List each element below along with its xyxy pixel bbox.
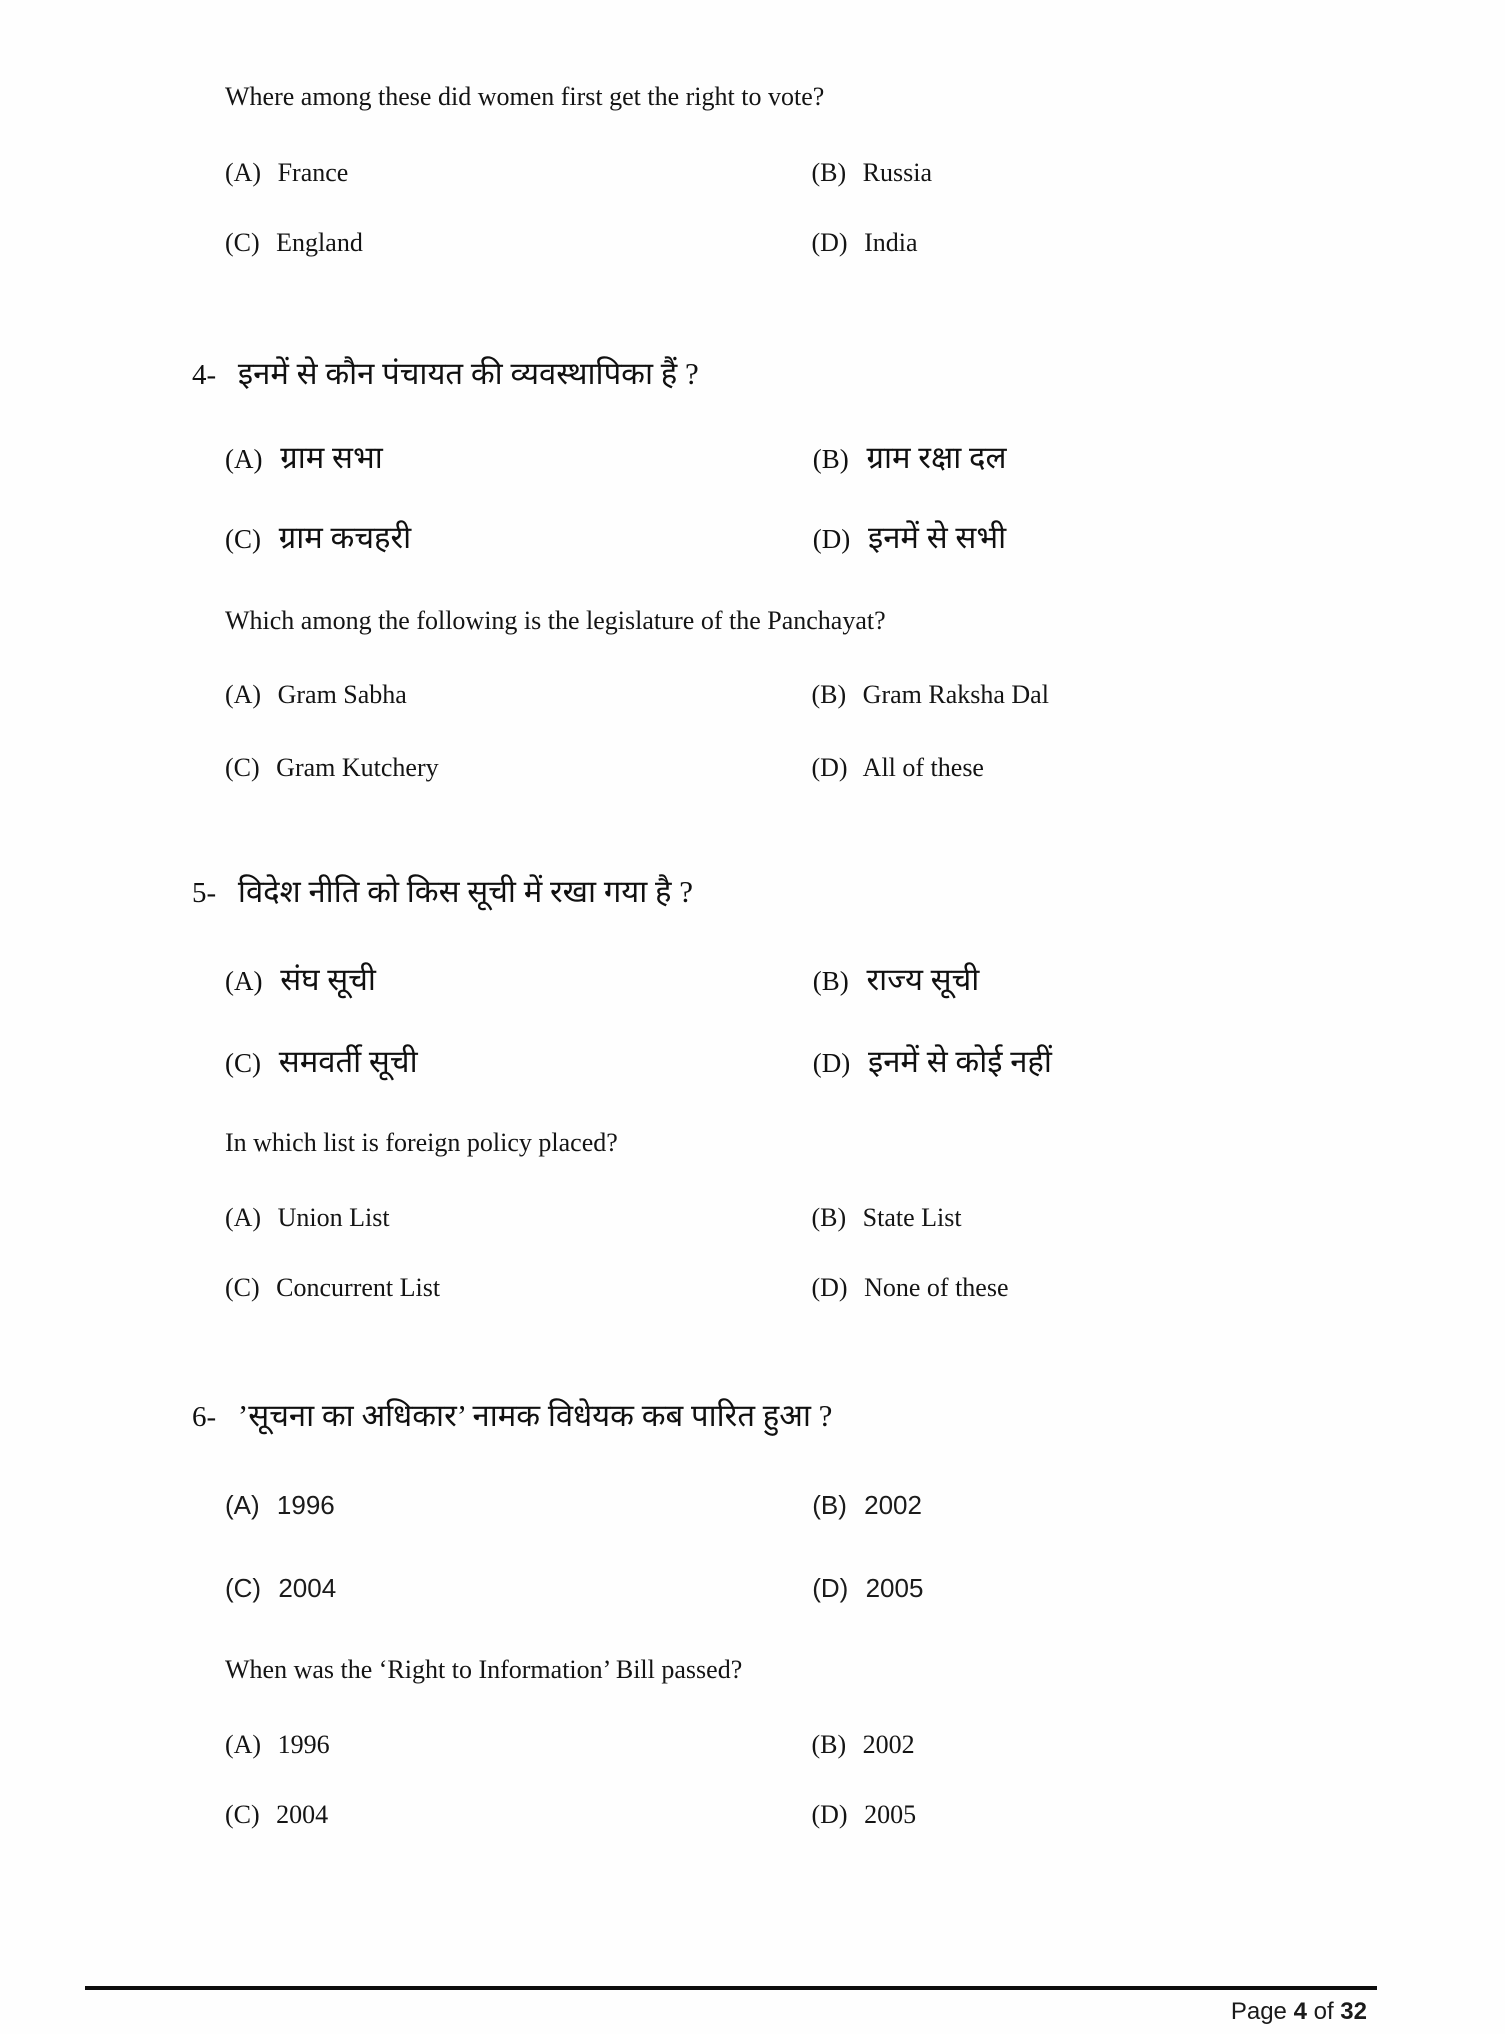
option-d bbox=[813, 516, 1006, 558]
question-text-en-q4 bbox=[225, 606, 886, 636]
option-label: (A) bbox=[225, 1490, 260, 1520]
option-a bbox=[225, 436, 805, 478]
option-text: All of these bbox=[862, 753, 984, 782]
option-text: 1996 bbox=[277, 1730, 330, 1759]
option-text: Gram Sabha bbox=[277, 680, 407, 709]
question-text-en-q5 bbox=[225, 1128, 618, 1158]
option-text: France bbox=[277, 158, 349, 187]
footer-page-number: 4 bbox=[1293, 1998, 1307, 2025]
question-number: 4- bbox=[192, 359, 217, 391]
option-a bbox=[225, 958, 805, 1000]
option-text: 2002 bbox=[862, 1730, 915, 1759]
options-row bbox=[225, 1273, 1009, 1303]
option-text: राज्य सूची bbox=[866, 962, 980, 997]
option-a bbox=[225, 1490, 805, 1521]
option-label: (D) bbox=[812, 1048, 851, 1078]
option-text: Russia bbox=[862, 158, 933, 187]
question-text-hi-q6 bbox=[192, 1394, 832, 1436]
question-text-en-q6 bbox=[225, 1655, 742, 1685]
option-d bbox=[812, 228, 918, 258]
option-a bbox=[225, 1203, 805, 1233]
option-label: (B) bbox=[811, 1203, 847, 1232]
option-text: None of these bbox=[864, 1273, 1009, 1302]
option-c bbox=[225, 1273, 805, 1303]
option-c bbox=[225, 1573, 805, 1604]
option-a bbox=[225, 1730, 805, 1760]
options-row bbox=[225, 680, 1049, 710]
question-text: In which list is foreign policy placed? bbox=[225, 1128, 618, 1157]
option-d bbox=[812, 1273, 1009, 1303]
option-b bbox=[813, 958, 980, 1000]
option-b bbox=[812, 158, 933, 188]
option-c bbox=[225, 1800, 805, 1830]
question-text: Where among these did women first get the right to vote? bbox=[225, 82, 825, 111]
option-text: समवर्ती सूची bbox=[278, 1044, 418, 1079]
option-label: (C) bbox=[225, 1273, 260, 1302]
page-footer bbox=[1231, 1998, 1367, 2026]
option-text: 2005 bbox=[865, 1573, 924, 1603]
option-c bbox=[225, 516, 805, 558]
footer-of-label: of bbox=[1313, 1998, 1334, 2025]
option-a bbox=[225, 680, 805, 710]
question-text-hi-q5 bbox=[192, 870, 693, 912]
option-text: 1996 bbox=[276, 1490, 335, 1520]
option-c bbox=[225, 228, 805, 258]
option-label: (A) bbox=[225, 1203, 262, 1232]
question-text: इनमें से कौन पंचायत की व्यवस्थापिका हैं ? bbox=[237, 356, 699, 391]
question-number: 5- bbox=[192, 877, 217, 909]
option-text: Gram Kutchery bbox=[276, 753, 439, 782]
option-label: (D) bbox=[811, 753, 848, 782]
option-text: Gram Raksha Dal bbox=[862, 680, 1049, 709]
options-row bbox=[225, 1490, 922, 1521]
option-label: (C) bbox=[225, 228, 260, 257]
footer-page-label: Page bbox=[1230, 1998, 1287, 2025]
option-label: (A) bbox=[225, 444, 263, 474]
options-row bbox=[225, 753, 984, 783]
footer-total-pages: 32 bbox=[1340, 1998, 1367, 2025]
options-row bbox=[225, 1730, 915, 1760]
option-label: (B) bbox=[812, 966, 849, 996]
option-label: (D) bbox=[812, 1573, 849, 1603]
option-label: (D) bbox=[811, 1800, 848, 1829]
option-text: Union List bbox=[277, 1203, 390, 1232]
footer-divider bbox=[85, 1986, 1377, 1990]
option-label: (B) bbox=[812, 1490, 847, 1520]
option-b bbox=[813, 436, 1007, 478]
option-c bbox=[225, 753, 805, 783]
option-text: इनमें से कोई नहीं bbox=[867, 1044, 1052, 1079]
option-text: ग्राम सभा bbox=[280, 440, 383, 475]
option-text: India bbox=[864, 228, 918, 257]
option-label: (D) bbox=[811, 228, 848, 257]
option-label: (B) bbox=[811, 680, 847, 709]
option-text: ग्राम कचहरी bbox=[278, 520, 412, 555]
option-b bbox=[812, 1203, 962, 1233]
option-label: (A) bbox=[225, 680, 262, 709]
option-label: (B) bbox=[811, 158, 847, 187]
options-row bbox=[225, 1203, 962, 1233]
options-row bbox=[225, 958, 979, 1000]
options-row bbox=[225, 158, 932, 188]
option-d bbox=[812, 1800, 917, 1830]
option-text: 2004 bbox=[278, 1573, 337, 1603]
option-b bbox=[812, 680, 1049, 710]
option-text: ग्राम रक्षा दल bbox=[866, 440, 1007, 475]
option-label: (C) bbox=[225, 1048, 261, 1078]
option-label: (C) bbox=[225, 753, 260, 782]
question-number: 6- bbox=[192, 1401, 217, 1433]
option-label: (A) bbox=[225, 966, 263, 996]
options-row bbox=[225, 228, 918, 258]
option-a bbox=[225, 158, 805, 188]
option-label: (C) bbox=[225, 1573, 262, 1603]
option-label: (D) bbox=[812, 524, 851, 554]
options-row bbox=[225, 516, 1006, 558]
option-d bbox=[812, 753, 984, 783]
option-b bbox=[812, 1730, 915, 1760]
option-text: 2002 bbox=[864, 1490, 922, 1520]
option-label: (B) bbox=[812, 444, 849, 474]
option-text: 2005 bbox=[864, 1800, 917, 1829]
option-label: (A) bbox=[225, 158, 262, 187]
question-text: ’सूचना का अधिकार’ नामक विधेयक कब पारित हुआ ? bbox=[237, 1398, 833, 1433]
option-d bbox=[813, 1040, 1052, 1082]
options-row bbox=[225, 1800, 916, 1830]
options-row bbox=[225, 1573, 923, 1604]
option-text: इनमें से सभी bbox=[867, 520, 1007, 555]
question-text: Which among the following is the legislature of the Panchayat? bbox=[225, 606, 886, 635]
option-label: (C) bbox=[225, 1800, 260, 1829]
options-row bbox=[225, 1040, 1052, 1082]
question-text: When was the ‘Right to Information’ Bill passed? bbox=[225, 1655, 743, 1684]
question-text-hi-q4 bbox=[192, 352, 699, 394]
option-text: Concurrent List bbox=[276, 1273, 441, 1302]
options-row bbox=[225, 436, 1006, 478]
option-label: (C) bbox=[225, 524, 261, 554]
option-label: (B) bbox=[811, 1730, 847, 1759]
option-text: State List bbox=[862, 1203, 962, 1232]
option-b bbox=[812, 1490, 922, 1521]
option-text: 2004 bbox=[276, 1800, 329, 1829]
option-c bbox=[225, 1040, 805, 1082]
option-label: (D) bbox=[811, 1273, 848, 1302]
option-d bbox=[812, 1573, 923, 1604]
option-text: संघ सूची bbox=[280, 962, 376, 997]
option-label: (A) bbox=[225, 1730, 262, 1759]
option-text: England bbox=[276, 228, 363, 257]
question-text: विदेश नीति को किस सूची में रखा गया है ? bbox=[237, 874, 693, 909]
question-text-en-q3 bbox=[225, 82, 824, 112]
